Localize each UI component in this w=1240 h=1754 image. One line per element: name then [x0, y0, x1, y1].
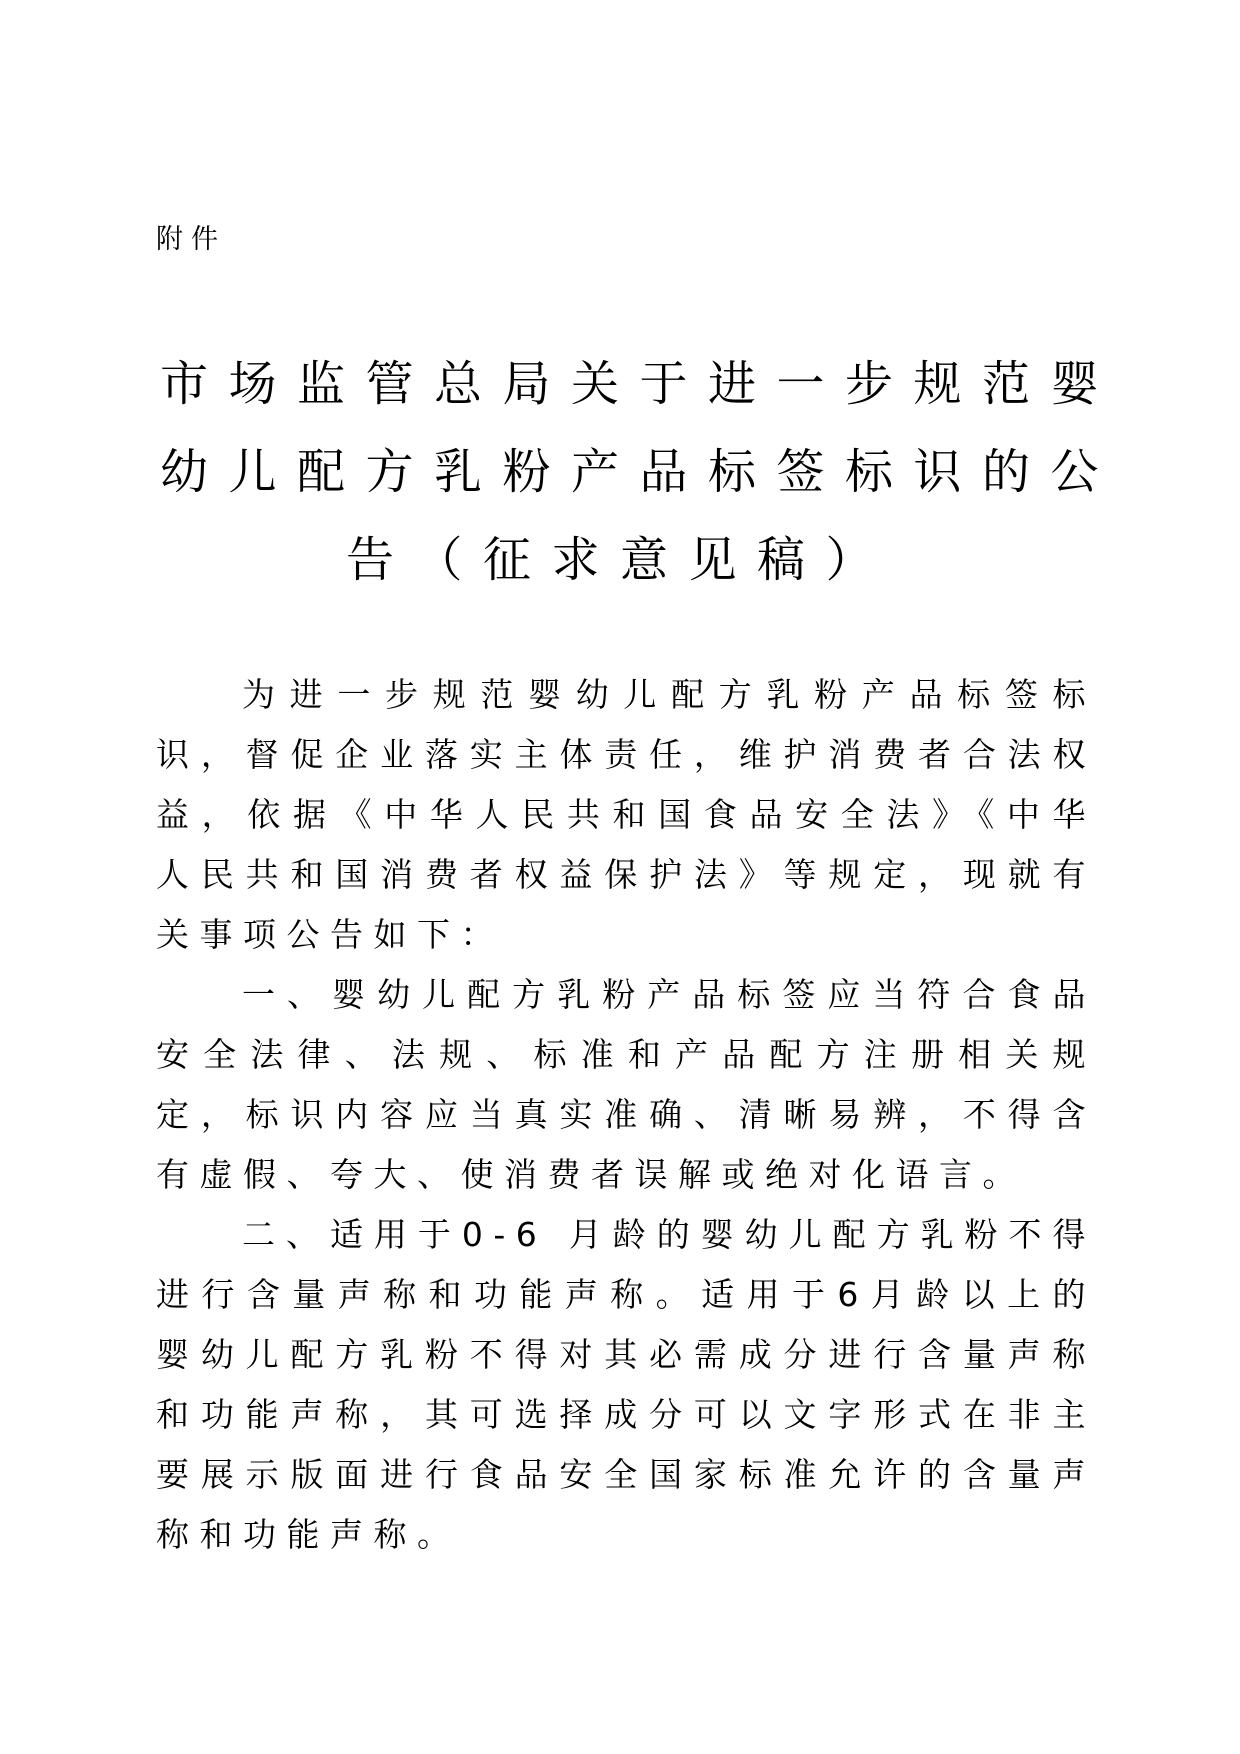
paragraph-item-2: 二、适用于0-6 月龄的婴幼儿配方乳粉不得进行含量声称和功能声称。适用于6月龄以上的婴幼儿配方乳粉不得对其必需成分进行含量声称和功能声称，其可选择成分可以文字形式在非主要展示版面进行食品安全国家标准允许的含量声称和功能声称。: [156, 1215, 1096, 1554]
title-line-2: 幼儿配方乳粉产品标签标识的公: [160, 444, 1120, 500]
document-body: [156, 665, 1096, 1565]
document-title: [160, 340, 1120, 604]
title-line-1: 市场监管总局关于进一步规范婴: [160, 356, 1120, 412]
attachment-label: 附件: [156, 224, 226, 255]
paragraph-item-1: 一、婴幼儿配方乳粉产品标签应当符合食品安全法律、法规、标准和产品配方注册相关规定，标识内容应当真实准确、清晰易辨，不得含有虚假、夸大、使消费者误解或绝对化语言。: [156, 975, 1096, 1194]
title-line-3: 告（征求意见稿）: [345, 532, 894, 588]
paragraph-intro: 为进一步规范婴幼儿配方乳粉产品标签标识，督促企业落实主体责任，维护消费者合法权益，依据《中华人民共和国食品安全法》《中华人民共和国消费者权益保护法》等规定，现就有关事项公告如下：: [156, 675, 1096, 954]
